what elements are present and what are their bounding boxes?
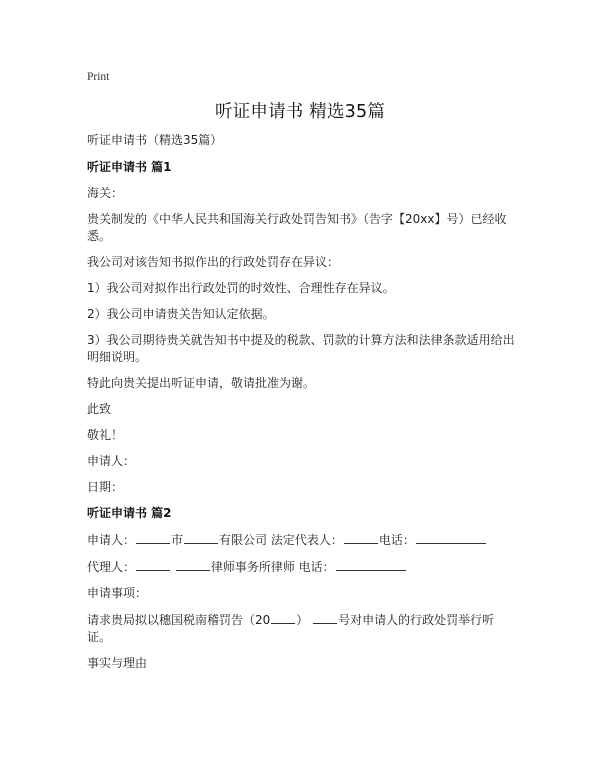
hearing-request-line xyxy=(87,611,517,646)
company-representative-label: 有限公司 法定代表人： xyxy=(219,533,343,547)
blank-field-agent-phone xyxy=(336,558,406,571)
city-label: 市 xyxy=(171,533,184,547)
page-title: 听证申请书 精选35篇 xyxy=(214,102,386,122)
closing-request: 特此向贵关提出听证申请，敬请批准为谢。 xyxy=(87,376,316,390)
document-subtitle: 听证申请书（精选35篇） xyxy=(87,133,223,147)
blank-field-year xyxy=(271,611,295,624)
applicant-info-line xyxy=(87,531,517,549)
paragraph-objection: 我公司对该告知书拟作出的行政处罚存在异议： xyxy=(87,255,340,269)
phone-label: 电话： xyxy=(378,533,415,547)
request-text-part-2: ） xyxy=(296,613,309,627)
matters-label: 申请事项： xyxy=(87,586,148,600)
list-item-2: 2）我公司申请贵关告知认定依据。 xyxy=(87,307,275,321)
blank-field-company xyxy=(184,531,218,544)
request-text-part-1: 请求贵局拟以穗国税南稽罚告（20 xyxy=(87,613,271,627)
applicant-label: 申请人： xyxy=(87,533,136,547)
closing-line-2: 敬礼！ xyxy=(87,428,124,442)
agent-label: 代理人： xyxy=(87,560,136,574)
list-item-3: 3）我公司期待贵关就告知书中提及的税款、罚款的计算方法和法律条款适用给出明细说明。 xyxy=(87,333,515,364)
section-heading-1: 听证申请书 篇1 xyxy=(87,160,172,174)
print-link[interactable]: Print xyxy=(87,71,110,83)
law-firm-phone-label: 律师事务所律师 电话： xyxy=(210,560,335,574)
document-body xyxy=(87,132,517,681)
blank-field-agent-name xyxy=(136,558,170,571)
request-text-part-3: 号对申请人的行政处罚举行听证。 xyxy=(87,613,495,644)
blank-field-law-firm xyxy=(176,558,210,571)
salutation: 海关： xyxy=(87,186,124,200)
list-item-1: 1）我公司对拟作出行政处罚的时效性、合理性存在异议。 xyxy=(87,281,395,295)
section-heading-2: 听证申请书 篇2 xyxy=(87,506,172,520)
blank-field-applicant-name xyxy=(136,531,170,544)
closing-line-1: 此致 xyxy=(87,402,112,416)
blank-field-representative xyxy=(344,531,378,544)
facts-label: 事实与理由 xyxy=(87,656,148,670)
applicant-label: 申请人： xyxy=(87,454,136,468)
paragraph-notice-received: 贵关制发的《中华人民共和国海关行政处罚告知书》（告字【20xx】号）已经收悉。 xyxy=(87,212,507,243)
agent-info-line xyxy=(87,558,517,576)
blank-field-phone xyxy=(416,531,486,544)
date-label: 日期： xyxy=(87,480,124,494)
blank-field-number xyxy=(313,611,337,624)
